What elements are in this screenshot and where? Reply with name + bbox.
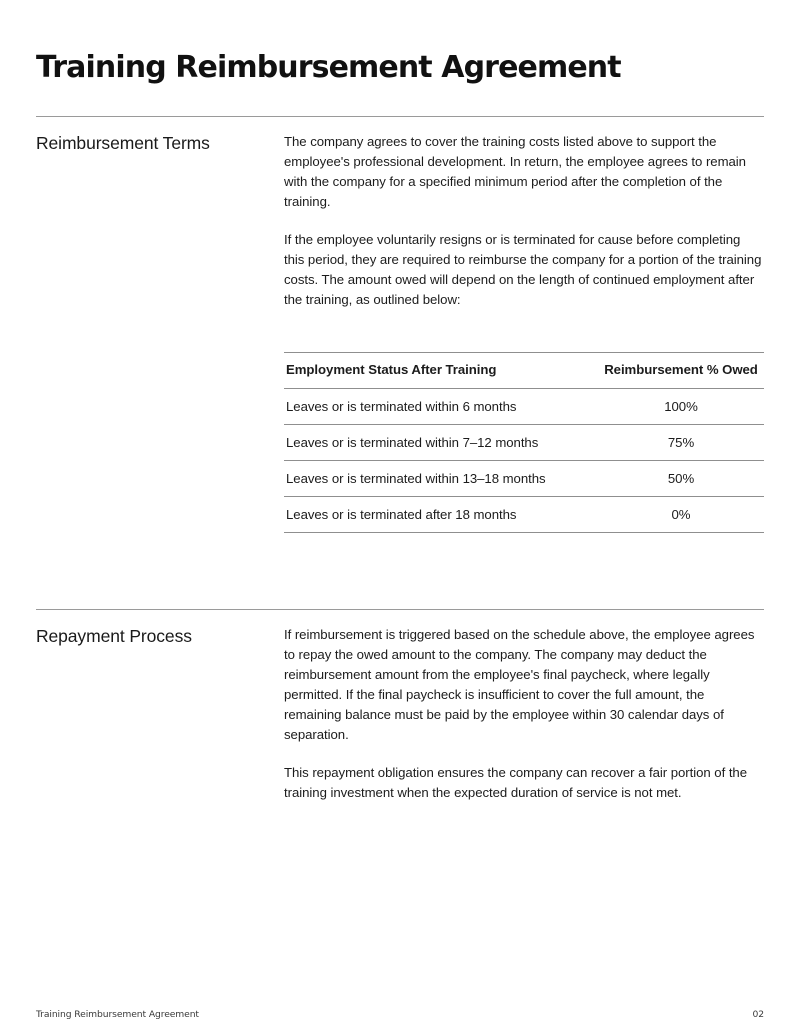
table-head [284, 353, 764, 389]
paragraph: The company agrees to cover the training costs listed above to support the employee's professional development. In return, the employee agrees to remain with the company for a specified minimum period after the completion of the training. [284, 134, 746, 209]
cell-reimbursement-percent: 0% [598, 497, 764, 533]
cell-reimbursement-percent: 50% [598, 461, 764, 497]
footer-page-number: 02 [752, 1009, 764, 1020]
column-header-employment-status: Employment Status After Training [284, 353, 598, 389]
cell-employment-status: Leaves or is terminated within 13–18 months [284, 461, 598, 497]
cell-reimbursement-percent: 75% [598, 425, 764, 461]
table-body [284, 389, 764, 533]
section-repayment-process [36, 609, 764, 803]
cell-reimbursement-percent: 100% [598, 389, 764, 425]
reimbursement-schedule-table [284, 352, 764, 533]
section-body [36, 117, 764, 533]
table-header-row [284, 353, 764, 389]
cell-employment-status: Leaves or is terminated after 18 months [284, 497, 598, 533]
cell-employment-status: Leaves or is terminated within 7–12 months [284, 425, 598, 461]
table-row [284, 389, 764, 425]
section-reimbursement-terms [36, 116, 764, 533]
page-title: Training Reimbursement Agreement [36, 50, 621, 86]
section-heading-reimbursement-terms: Reimbursement Terms [36, 133, 210, 153]
table-row [284, 425, 764, 461]
section-body [36, 610, 764, 803]
paragraph: If the employee voluntarily resigns or is terminated for cause before completing this period, they are required to reimburse the company for a portion of the training costs. The amount owed will depend on the length of continued employment after the training, as outlined below: [284, 232, 762, 307]
section-content [284, 610, 764, 803]
column-header-reimbursement-percent: Reimbursement % Owed [598, 353, 764, 389]
paragraph: If reimbursement is triggered based on the schedule above, the employee agrees to repay the owed amount to the company. The company may deduct the reimbursement amount from the employee's final paycheck, where legally permitted. If the final paycheck is insufficient to cover the full amount, the remaining balance must be paid by the employee within 30 calendar days of separation. [284, 627, 755, 742]
section-content [284, 117, 764, 533]
table-row [284, 461, 764, 497]
page-footer [36, 1009, 764, 1020]
section-heading-repayment-process: Repayment Process [36, 626, 192, 646]
paragraph: This repayment obligation ensures the company can recover a fair portion of the training investment when the expected duration of service is not met. [284, 765, 747, 800]
footer-document-label: Training Reimbursement Agreement [36, 1009, 199, 1020]
table-row [284, 497, 764, 533]
cell-employment-status: Leaves or is terminated within 6 months [284, 389, 598, 425]
